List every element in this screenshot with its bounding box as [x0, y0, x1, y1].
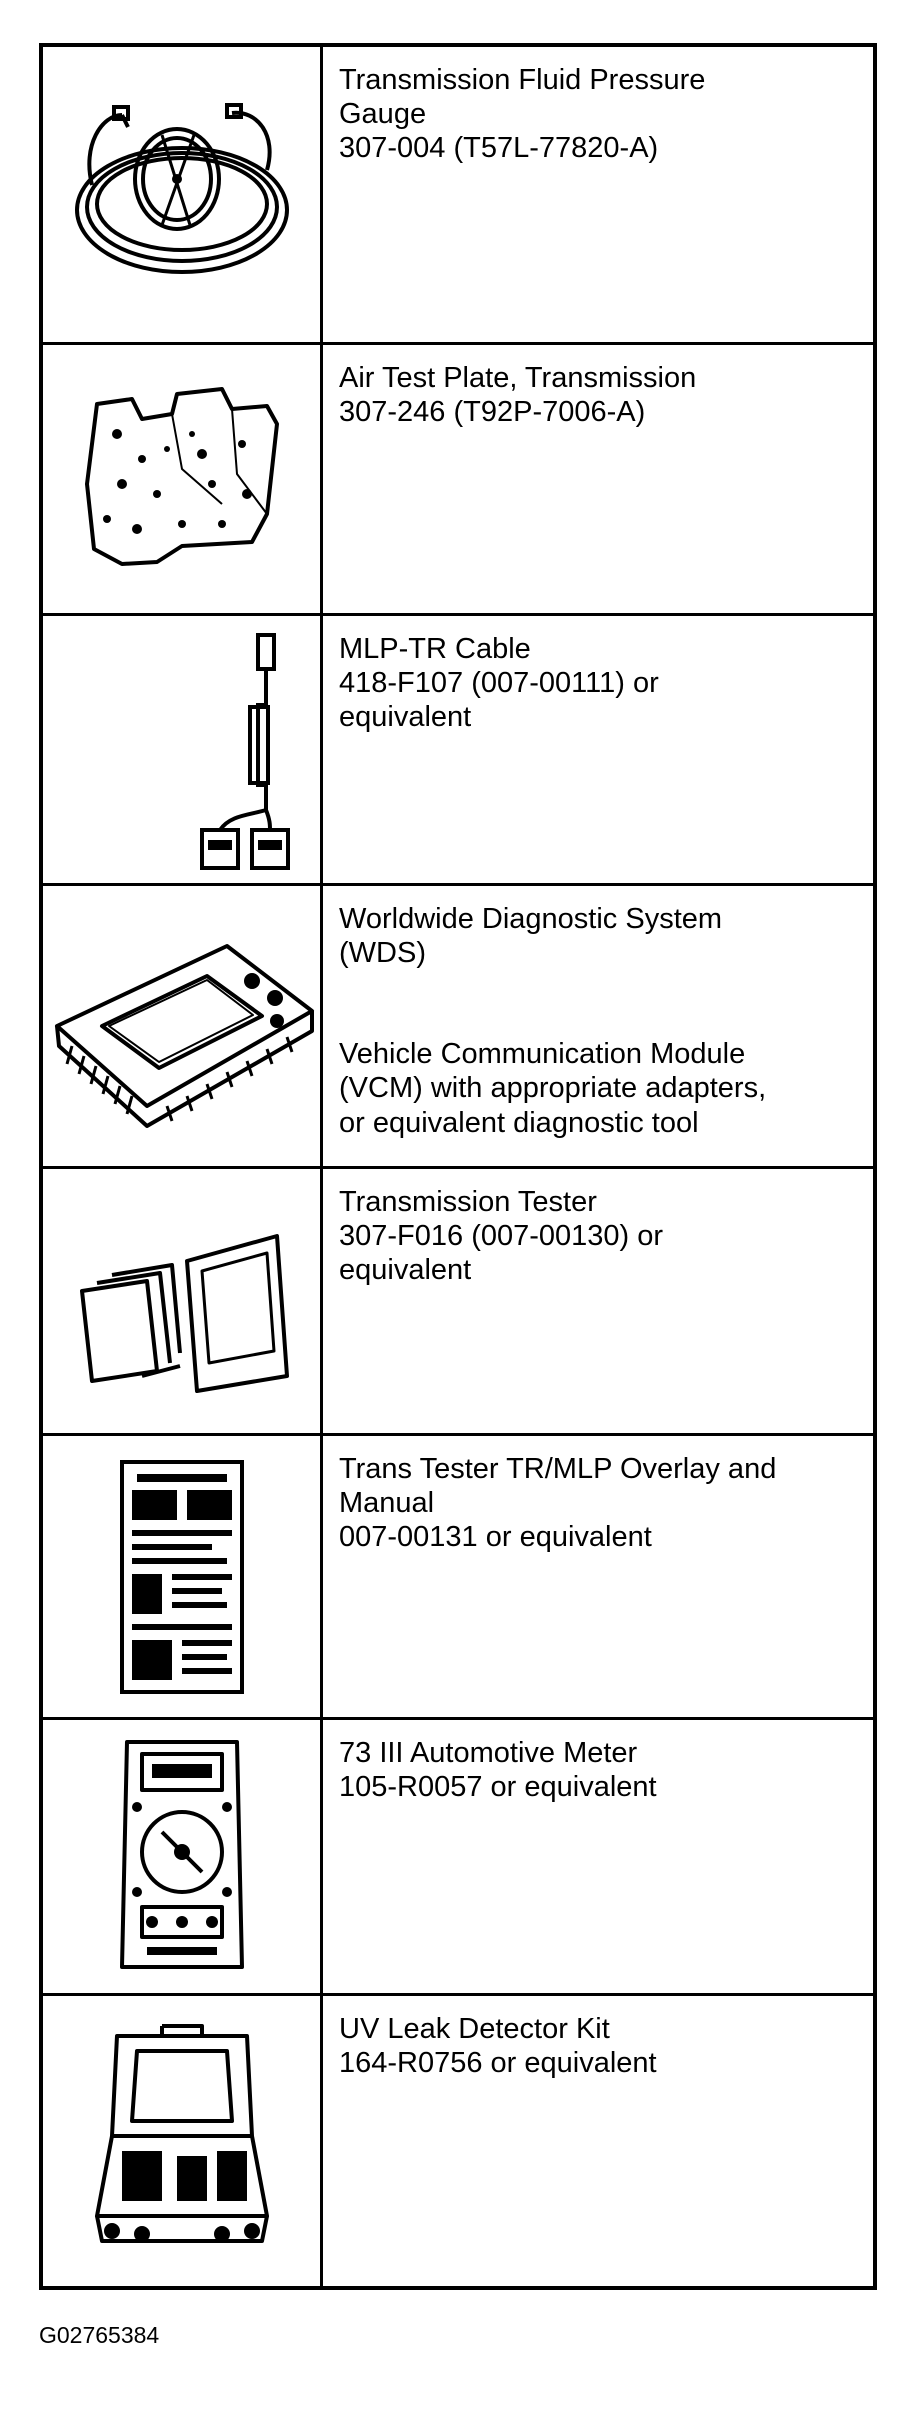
tool-illustration-cell	[43, 886, 323, 1166]
uv-leak-detector-kit-icon	[82, 2016, 282, 2266]
tool-text-line: 007-00131 or equivalent	[339, 1521, 652, 1554]
tool-description	[323, 47, 873, 342]
tool-text-line: Worldwide Diagnostic System	[339, 903, 723, 935]
tool-text-line: Manual	[339, 1487, 435, 1520]
transmission-tester-icon	[62, 1191, 302, 1411]
tool-text-line: 307-246 (T92P-7006-A)	[339, 396, 646, 429]
tool-text-line: equivalent	[339, 1254, 472, 1287]
automotive-meter-icon	[107, 1732, 257, 1982]
mlp-tr-cable-icon	[170, 625, 310, 875]
tool-text-line: MLP-TR Cable	[339, 633, 531, 665]
tool-text-line: Trans Tester TR/MLP Overlay and	[339, 1453, 777, 1485]
tool-text-line: Transmission Tester	[339, 1186, 597, 1218]
diagnostic-system-icon	[47, 916, 317, 1136]
tool-description	[323, 1436, 873, 1717]
tool-text-line: 73 III Automotive Meter	[339, 1737, 638, 1769]
tool-text-line: (VCM) with appropriate adapters,	[339, 1072, 767, 1105]
tool-text-line: 164-R0756 or equivalent	[339, 2047, 657, 2080]
tool-description	[323, 1996, 873, 2286]
overlay-manual-icon	[107, 1452, 257, 1702]
tool-illustration-cell	[43, 345, 323, 613]
tool-text-line: (WDS)	[339, 937, 426, 970]
tool-row-automotive-meter	[43, 1720, 873, 1996]
air-test-plate-icon	[62, 364, 302, 594]
tool-text-line: UV Leak Detector Kit	[339, 2013, 610, 2045]
tool-text-line: Transmission Fluid Pressure	[339, 64, 706, 96]
tool-description	[323, 1169, 873, 1433]
tool-text-line: 307-F016 (007-00130) or	[339, 1220, 664, 1253]
spacer	[339, 970, 867, 1037]
tool-description	[323, 345, 873, 613]
tool-illustration-cell	[43, 47, 323, 342]
tool-row-transmission-tester	[43, 1169, 873, 1436]
tool-text-line: Gauge	[339, 98, 427, 131]
tool-text-line: Vehicle Communication Module	[339, 1038, 746, 1071]
tool-row-mlp-tr-cable	[43, 616, 873, 886]
tool-illustration-cell	[43, 1720, 323, 1993]
tool-illustration-cell	[43, 1996, 323, 2286]
tool-description	[323, 616, 873, 883]
tool-row-pressure-gauge	[43, 47, 873, 345]
tool-text-line: 307-004 (T57L-77820-A)	[339, 132, 659, 165]
tool-description	[323, 886, 873, 1166]
tool-illustration-cell	[43, 616, 323, 883]
tool-row-overlay-manual	[43, 1436, 873, 1720]
tool-illustration-cell	[43, 1169, 323, 1433]
tool-text-line: Air Test Plate, Transmission	[339, 362, 697, 394]
tool-text-line: or equivalent diagnostic tool	[339, 1106, 699, 1139]
tool-row-air-test-plate	[43, 345, 873, 616]
tool-row-wds	[43, 886, 873, 1169]
tool-text-line: 418-F107 (007-00111) or	[339, 667, 659, 700]
tool-description	[323, 1720, 873, 1993]
pressure-gauge-icon	[62, 75, 302, 315]
tool-text-line: equivalent	[339, 701, 472, 734]
tool-row-uv-leak-detector-kit	[43, 1996, 873, 2286]
special-tools-table	[39, 43, 877, 2290]
tool-text-line: 105-R0057 or equivalent	[339, 1771, 657, 1804]
figure-id: G02765384	[39, 2322, 160, 2348]
tool-illustration-cell	[43, 1436, 323, 1717]
